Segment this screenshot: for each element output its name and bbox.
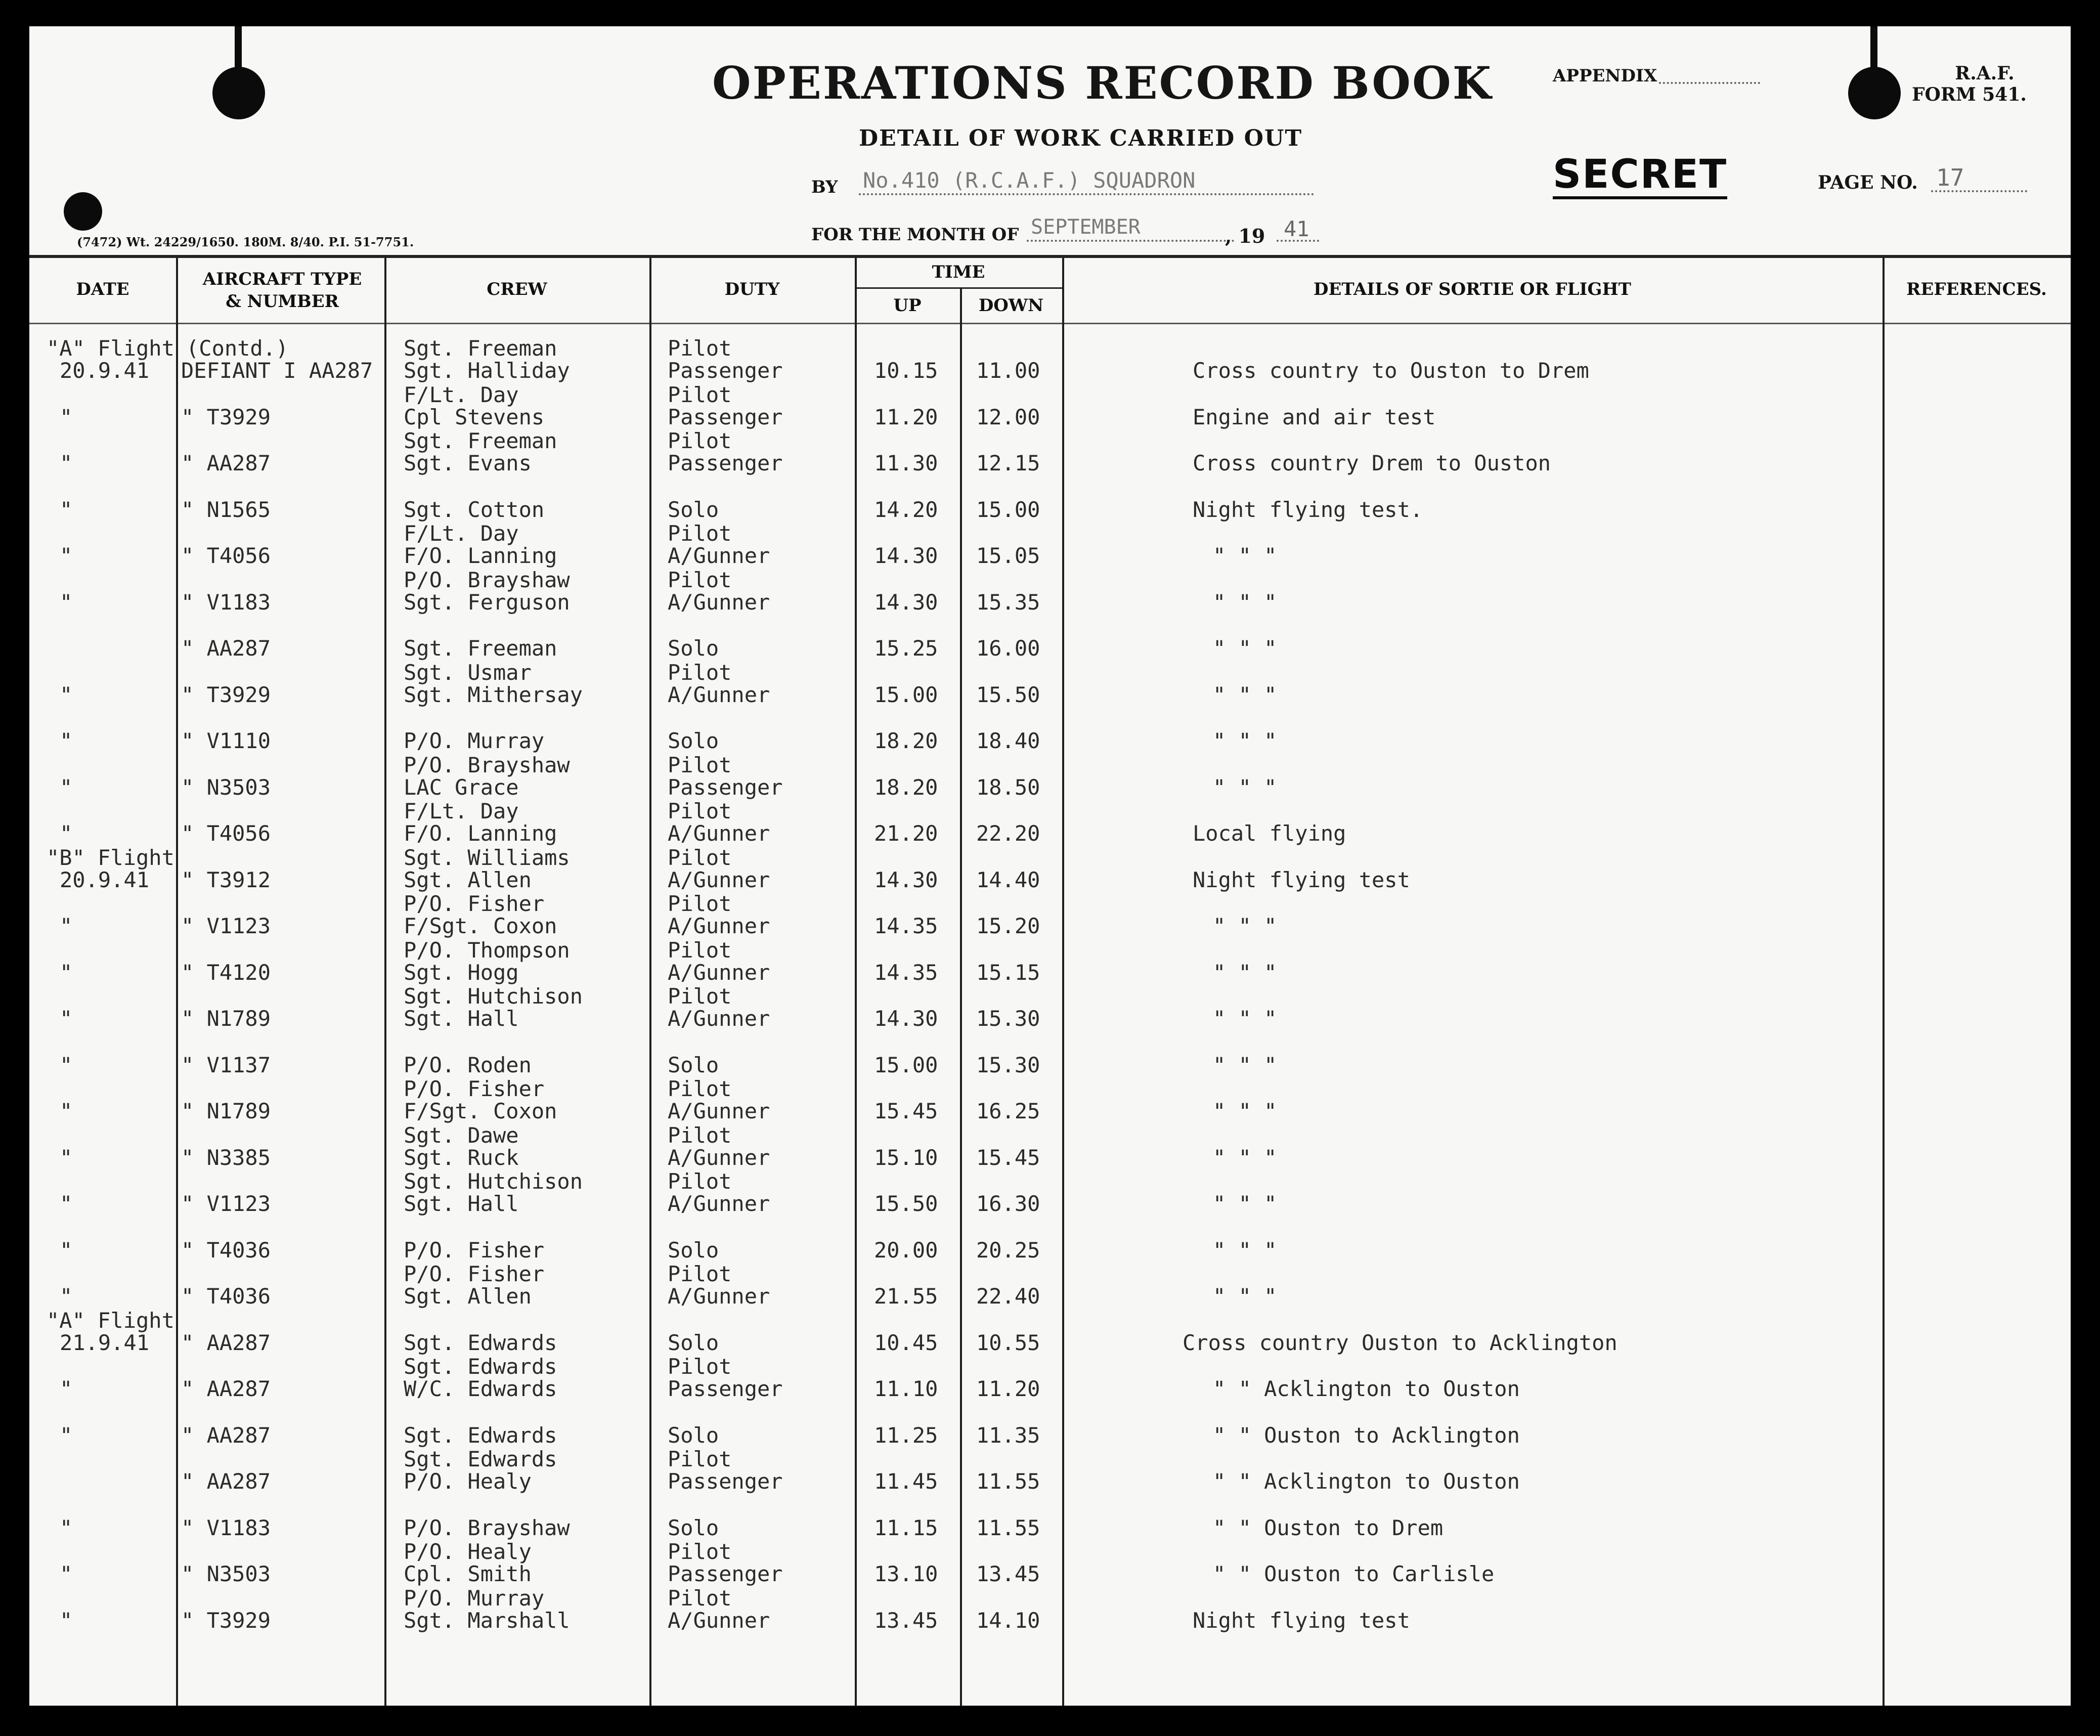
row-crew: Sgt. Allen [404,1284,532,1309]
row-aircraft: " AA287 [181,1376,271,1401]
row-crew: W/C. Edwards [404,1376,557,1401]
row-details: " " " [1213,774,1277,800]
row-duty-pilot: Pilot [668,1354,732,1379]
row-time-up: 20.00 [874,1237,938,1263]
classification-stamp: SECRET [1553,153,1727,199]
row-aircraft: " T4056 [181,821,271,846]
row-time-up: 13.10 [874,1561,938,1586]
row-aircraft: " T3912 [181,867,271,892]
row-time-up: 15.50 [874,1191,938,1216]
time-sub-rule [855,287,1062,289]
row-time-down: 22.40 [976,1284,1040,1309]
page-title: OPERATIONS RECORD BOOK [712,57,1493,109]
row-time-down: 15.30 [976,1006,1040,1031]
row-details: Local flying [1193,821,1346,846]
row-duty-pilot: Pilot [668,660,732,685]
row-aircraft: " AA287 [181,1422,271,1448]
row-details: " " Ouston to Drem [1213,1515,1443,1540]
row-details: " " " [1213,914,1277,938]
row-time-down: 15.35 [976,589,1040,615]
row-time-up: 15.25 [874,636,938,661]
row-crew-pilot: Sgt. Usmar [404,660,532,685]
row-duty: Passenger [668,358,783,383]
row-crew-pilot: Sgt. Dawe [404,1122,519,1148]
row-time-down: 15.30 [976,1052,1040,1077]
row-time-down: 11.20 [976,1376,1040,1401]
row-duty: Solo [668,497,719,522]
row-duty-pilot: Pilot [668,521,732,546]
row-time-up: 14.20 [874,497,938,522]
row-crew-pilot: Sgt. Hutchison [404,984,583,1009]
row-duty-pilot: Pilot [668,937,732,963]
table-top-rule [29,255,2071,258]
row-duty: Passenger [668,1561,783,1586]
month-line [1027,240,1234,242]
row-time-down: 20.25 [976,1237,1040,1263]
row-date: " [60,682,73,707]
header-down: DOWN [978,295,1044,316]
row-crew-pilot: P/O. Fisher [404,891,545,916]
row-duty: Passenger [668,1376,783,1401]
appendix-label: APPENDIX [1553,66,1657,86]
row-crew: Sgt. Evans [404,451,532,475]
header-bottom-rule [29,323,2071,324]
row-date: 20.9.41 [60,358,150,383]
row-duty-pilot: Pilot [668,1262,732,1286]
col-divider-details [1883,258,1885,1706]
row-duty: Passenger [668,1469,783,1494]
row-aircraft: " V1137 [181,1052,271,1077]
row-aircraft: " AA287 [181,1330,271,1355]
row-time-down: 11.55 [976,1515,1040,1540]
row-aircraft: " AA287 [181,636,271,661]
row-duty-pilot: Pilot [668,382,732,407]
year-suffix: 41 [1284,216,1309,241]
row-time-up: 10.45 [874,1330,938,1355]
row-crew: P/O. Roden [404,1052,532,1077]
row-duty: A/Gunner [668,1608,770,1633]
row-details: " " " [1213,636,1277,661]
unit-line [859,193,1314,195]
row-duty: A/Gunner [668,1006,770,1031]
row-duty-pilot: Pilot [668,1585,732,1611]
row-time-up: 21.55 [874,1284,938,1309]
row-aircraft: " N3503 [181,774,271,800]
page-number-label: PAGE NO. [1818,172,1918,193]
row-crew-pilot: Sgt. Williams [404,845,570,870]
row-duty: Solo [668,728,719,753]
row-details: " " " [1213,1052,1277,1077]
row-duty: Solo [668,1052,719,1077]
row-crew: Sgt. Hall [404,1006,519,1031]
row-time-down: 16.25 [976,1099,1040,1123]
row-date: " [60,1422,73,1448]
row-crew: Sgt. Ruck [404,1145,519,1170]
row-details: " " Acklington to Ouston [1213,1376,1520,1401]
page-number: 17 [1936,164,1964,191]
row-aircraft: " T3929 [181,1608,271,1633]
row-crew: Sgt. Ferguson [404,589,570,615]
row-crew: Sgt. Allen [404,867,532,892]
row-time-up: 15.00 [874,682,938,707]
row-crew: Sgt. Hogg [404,960,519,985]
row-crew-pilot: P/O. Murray [404,1585,545,1611]
row-details: Cross country to Ouston to Drem [1193,358,1589,383]
col-divider-aircraft [384,258,386,1706]
row-time-down: 11.55 [976,1469,1040,1494]
row-date: " [60,728,73,753]
col-divider-time [1062,258,1064,1706]
row-duty: Passenger [668,404,783,429]
row-crew: P/O. Murray [404,728,545,753]
row-duty-pilot: Pilot [668,1076,732,1101]
row-aircraft: " N3385 [181,1145,271,1170]
page-number-line [1931,190,2027,192]
binder-hole-right [1848,67,1901,119]
row-date-flight: "B" Flight [47,845,174,870]
unit-name: No.410 (R.C.A.F.) SQUADRON [863,168,1196,193]
row-duty-pilot: Pilot [668,891,732,916]
row-duty: Solo [668,1330,719,1355]
row-time-down: 18.40 [976,728,1040,753]
row-time-down: 13.45 [976,1561,1040,1586]
row-time-down: 16.30 [976,1191,1040,1216]
row-duty-pilot: Pilot [668,984,732,1009]
row-crew: LAC Grace [404,774,519,800]
row-time-down: 14.40 [976,867,1040,892]
by-label: BY [811,177,838,197]
row-details: Cross country Drem to Ouston [1193,451,1551,475]
row-date: " [60,451,73,475]
row-crew: Sgt. Edwards [404,1330,557,1355]
row-crew-pilot: P/O. Brayshaw [404,567,570,592]
row-date: " [60,1052,73,1077]
col-divider-date [176,258,178,1706]
row-date: " [60,1006,73,1031]
row-date-flight: "A" Flight [47,1308,174,1333]
row-date: " [60,1376,73,1401]
row-time-up: 14.30 [874,589,938,615]
row-time-up: 18.20 [874,728,938,753]
row-crew: Sgt. Hall [404,1191,519,1216]
row-crew: F/Sgt. Coxon [404,914,557,938]
row-time-down: 10.55 [976,1330,1040,1355]
row-crew-pilot: P/O. Brayshaw [404,752,570,777]
row-details: Engine and air test [1193,404,1436,429]
row-crew: Sgt. Mithersay [404,682,583,707]
row-crew: Sgt. Marshall [404,1608,570,1633]
row-time-down: 11.00 [976,358,1040,383]
row-time-down: 18.50 [976,774,1040,800]
row-date: " [60,774,73,800]
row-crew-pilot: Sgt. Hutchison [404,1169,583,1194]
header-time: TIME [932,262,985,282]
row-details: " " " [1213,543,1277,568]
row-crew-pilot: P/O. Fisher [404,1076,545,1101]
row-aircraft: " V1183 [181,1515,271,1540]
header-up: UP [893,295,922,316]
row-aircraft: " V1183 [181,589,271,615]
row-aircraft: " V1123 [181,1191,271,1216]
year-prefix: , 19 [1225,225,1265,247]
row-time-down: 22.20 [976,821,1040,846]
row-duty: Solo [668,636,719,661]
row-duty: A/Gunner [668,543,770,568]
row-time-up: 14.35 [874,914,938,938]
row-time-down: 12.00 [976,404,1040,429]
row-time-up: 14.30 [874,867,938,892]
row-duty-pilot: Pilot [668,428,732,453]
row-time-down: 12.15 [976,451,1040,475]
row-duty: Solo [668,1515,719,1540]
row-date: " [60,914,73,938]
row-aircraft: " AA287 [181,1469,271,1494]
row-aircraft: " N3503 [181,1561,271,1586]
punch-hole [64,192,102,231]
row-duty-pilot: Pilot [668,752,732,777]
row-time-up: 15.45 [874,1099,938,1123]
row-time-up: 18.20 [874,774,938,800]
row-duty: Passenger [668,451,783,475]
row-details: " " " [1213,1284,1277,1309]
row-date: " [60,1237,73,1263]
row-aircraft: " V1110 [181,728,271,753]
row-date: " [60,543,73,568]
row-aircraft: " T4120 [181,960,271,985]
row-date: " [60,1191,73,1216]
row-time-down: 14.10 [976,1608,1040,1633]
row-details: Night flying test [1193,1608,1410,1633]
row-date: " [60,1284,73,1309]
row-duty: Passenger [668,774,783,800]
row-date: " [60,404,73,429]
col-divider-duty [855,258,857,1706]
row-crew: F/Sgt. Coxon [404,1099,557,1123]
row-time-down: 11.35 [976,1422,1040,1448]
row-aircraft: " T3929 [181,404,271,429]
row-duty: Solo [668,1237,719,1263]
row-time-down: 16.00 [976,636,1040,661]
row-crew-pilot: P/O. Healy [404,1539,532,1564]
row-details: " " " [1213,1145,1277,1170]
row-duty: Solo [668,1422,719,1448]
row-aircraft: " N1565 [181,497,271,522]
row-duty-pilot: Pilot [668,1122,732,1148]
row-time-up: 14.35 [874,960,938,985]
year-line [1277,240,1319,242]
row-date: " [60,1099,73,1123]
row-date: " [60,1608,73,1633]
row-aircraft: " AA287 [181,451,271,475]
row-crew: Sgt. Freeman [404,636,557,661]
row-details: " " " [1213,682,1277,707]
row-duty-pilot: Pilot [668,1539,732,1564]
header-date: DATE [76,279,129,299]
row-crew-pilot: Sgt. Freeman [404,428,557,453]
row-crew: F/O. Lanning [404,543,557,568]
row-time-up: 14.30 [874,543,938,568]
row-crew-pilot: F/Lt. Day [404,382,519,407]
row-crew: P/O. Healy [404,1469,532,1494]
header-duty: DUTY [724,279,780,299]
row-time-up: 10.15 [874,358,938,383]
row-aircraft: " V1123 [181,914,271,938]
row-duty: A/Gunner [668,1099,770,1123]
row-time-up: 15.00 [874,1052,938,1077]
row-duty-pilot: Pilot [668,1169,732,1194]
form-line1: R.A.F. [1955,63,2015,84]
record-page [29,26,2071,1706]
row-aircraft: " T4036 [181,1237,271,1263]
row-time-down: 15.50 [976,682,1040,707]
row-date: " [60,497,73,522]
row-date: " [60,960,73,985]
row-crew: Sgt. Halliday [404,358,570,383]
row-aircraft-note: (Contd.) [186,336,289,361]
row-date: " [60,1561,73,1586]
row-time-up: 15.10 [874,1145,938,1170]
row-duty-pilot: Pilot [668,799,732,823]
header-details: DETAILS OF SORTIE OR FLIGHT [1314,279,1631,299]
row-time-down: 15.05 [976,543,1040,568]
row-time-up: 11.25 [874,1422,938,1448]
row-crew-pilot: F/Lt. Day [404,521,519,546]
row-duty: A/Gunner [668,682,770,707]
row-duty-pilot: Pilot [668,567,732,592]
row-details: Night flying test [1193,867,1410,892]
row-aircraft: " N1789 [181,1099,271,1123]
print-code: (7472) Wt. 24229/1650. 180M. 8/40. P.I. 51-7751. [77,235,414,249]
row-duty: A/Gunner [668,821,770,846]
row-crew-pilot: P/O. Thompson [404,937,570,963]
row-crew-pilot: F/Lt. Day [404,799,519,823]
row-details: " " " [1213,728,1277,753]
row-crew: Cpl. Smith [404,1561,532,1586]
row-crew: P/O. Brayshaw [404,1515,570,1540]
row-details: " " " [1213,1099,1277,1123]
row-time-down: 15.00 [976,497,1040,522]
row-time-down: 15.15 [976,960,1040,985]
header-aircraft: AIRCRAFT TYPE & NUMBER [202,269,362,312]
row-details: " " Acklington to Ouston [1213,1469,1520,1494]
row-crew: Sgt. Cotton [404,497,545,522]
row-details: Night flying test. [1193,497,1423,522]
row-details: " " " [1213,589,1277,615]
row-duty: A/Gunner [668,1145,770,1170]
row-details: " " " [1213,960,1277,985]
row-duty: A/Gunner [668,914,770,938]
row-crew: Cpl Stevens [404,404,545,429]
row-time-up: 13.45 [874,1608,938,1633]
row-details: " " Ouston to Acklington [1213,1422,1520,1448]
row-details: " " " [1213,1237,1277,1263]
appendix-line [1659,82,1760,84]
row-details: " " " [1213,1006,1277,1031]
row-date: " [60,821,73,846]
row-crew: F/O. Lanning [404,821,557,846]
form-line2: FORM 541. [1912,84,2027,105]
page-subtitle: DETAIL OF WORK CARRIED OUT [859,125,1303,151]
row-duty: A/Gunner [668,589,770,615]
row-date-flight: "A" Flight [47,336,174,361]
row-time-up: 11.15 [874,1515,938,1540]
row-aircraft: " T3929 [181,682,271,707]
row-time-up: 11.20 [874,404,938,429]
row-time-down: 15.45 [976,1145,1040,1170]
header-crew: CREW [487,279,547,299]
row-time-up: 11.30 [874,451,938,475]
row-crew-pilot: Sgt. Edwards [404,1354,557,1379]
col-divider-up [960,287,962,1706]
row-duty: A/Gunner [668,1191,770,1216]
row-crew-pilot: P/O. Fisher [404,1262,545,1286]
row-aircraft: DEFIANT I AA287 [181,358,373,383]
row-details: " " " [1213,1191,1277,1216]
row-crew: Sgt. Edwards [404,1422,557,1448]
row-details: Cross country Ouston to Acklington [1183,1330,1617,1355]
row-duty: A/Gunner [668,960,770,985]
binder-hole-left [212,67,265,119]
row-date: " [60,1145,73,1170]
row-date: 20.9.41 [60,867,150,892]
row-duty: A/Gunner [668,867,770,892]
row-aircraft: " T4056 [181,543,271,568]
row-time-up: 14.30 [874,1006,938,1031]
row-date: 21.9.41 [60,1330,150,1355]
row-duty-pilot: Pilot [668,1447,732,1471]
month-value: SEPTEMBER [1031,215,1141,239]
row-date: " [60,1515,73,1540]
col-divider-crew [649,258,651,1706]
row-duty: A/Gunner [668,1284,770,1309]
row-duty-pilot: Pilot [668,845,732,870]
row-date: " [60,589,73,615]
row-time-up: 21.20 [874,821,938,846]
row-aircraft: " N1789 [181,1006,271,1031]
month-label: FOR THE MONTH OF [811,225,1019,245]
row-details: " " Ouston to Carlisle [1213,1561,1495,1586]
row-crew-pilot: Sgt. Edwards [404,1447,557,1471]
row-time-down: 15.20 [976,914,1040,938]
row-crew-pilot: Sgt. Freeman [404,336,557,361]
row-time-up: 11.10 [874,1376,938,1401]
row-time-up: 11.45 [874,1469,938,1494]
header-references: REFERENCES. [1906,279,2047,299]
row-crew: P/O. Fisher [404,1237,545,1263]
row-aircraft: " T4036 [181,1284,271,1309]
row-duty-pilot: Pilot [668,336,732,361]
